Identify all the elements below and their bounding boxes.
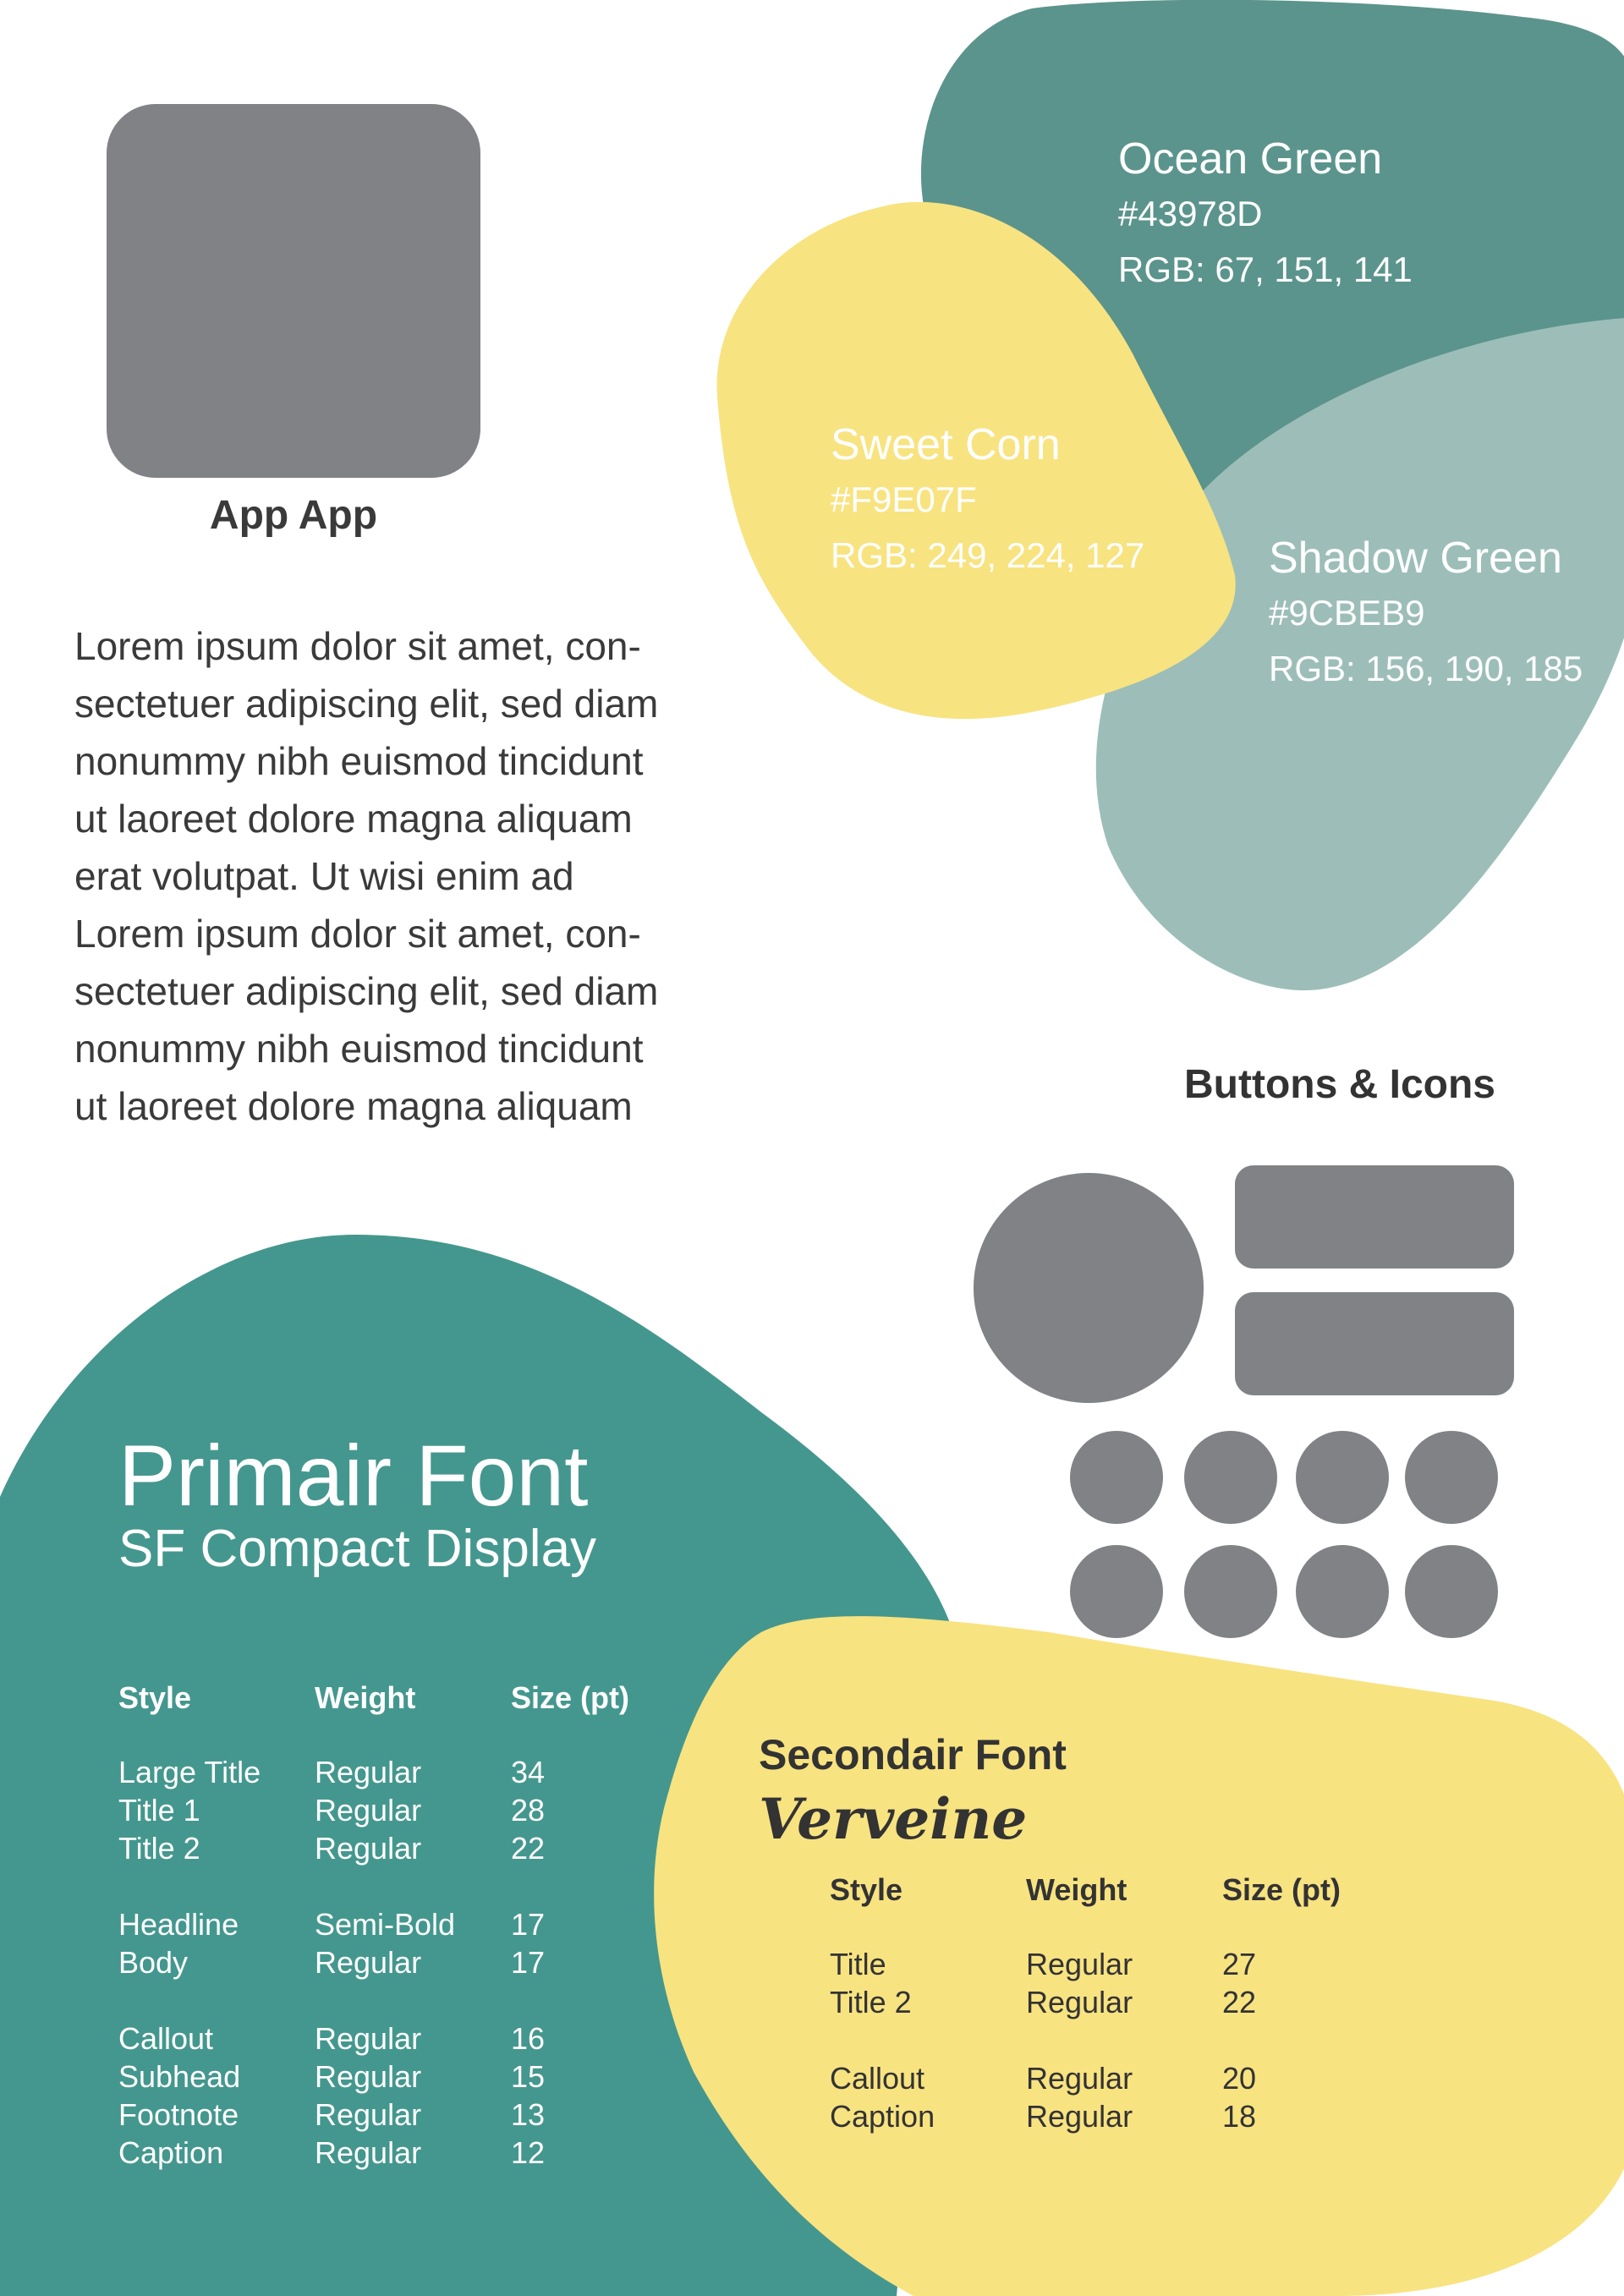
intro-line: erat volutpat. Ut wisi enim ad (74, 854, 574, 898)
intro-line: sectetuer adipiscing elit, sed diam (74, 682, 659, 726)
shadow-green-swatch (1269, 531, 1583, 697)
primary-font-table (118, 1679, 680, 2172)
cell-style: Title 2 (830, 1985, 912, 2019)
cell-size: 27 (1222, 1947, 1257, 1981)
cell-style: Caption (830, 2099, 935, 2134)
cell-size: 34 (511, 1755, 546, 1789)
intro-line: sectetuer adipiscing elit, sed diam (74, 969, 659, 1013)
cell-style: Footnote (118, 2097, 239, 2132)
header-style: Style (830, 1872, 903, 1907)
round-button-placeholder[interactable] (974, 1173, 1204, 1403)
cell-weight: Regular (1026, 2099, 1133, 2134)
swatch-rgb: RGB: 156, 190, 185 (1269, 649, 1583, 688)
intro-line: Lorem ipsum dolor sit amet, con- (74, 624, 641, 668)
swatch-name: Shadow Green (1269, 534, 1562, 583)
table-row (118, 1943, 680, 1981)
table-spacer (118, 1981, 680, 2019)
icon-placeholder[interactable] (1405, 1545, 1498, 1638)
header-size: Size (pt) (511, 1680, 629, 1715)
sweet-corn-swatch (831, 418, 1144, 584)
header-weight: Weight (315, 1680, 416, 1715)
rect-button-placeholder[interactable] (1235, 1292, 1514, 1395)
cell-style: Title (830, 1947, 886, 1981)
cell-style: Title 2 (118, 1831, 200, 1866)
icon-placeholder[interactable] (1184, 1545, 1277, 1638)
swatch-hex: #9CBEB9 (1269, 593, 1425, 633)
swatch-hex: #43978D (1118, 194, 1263, 233)
cell-weight: Regular (1026, 1947, 1133, 1981)
table-row (118, 2058, 680, 2096)
cell-style: Large Title (118, 1755, 261, 1789)
cell-weight: Regular (315, 1755, 422, 1789)
cell-weight: Regular (315, 2097, 422, 2132)
icon-placeholder[interactable] (1296, 1431, 1389, 1524)
header-size: Size (pt) (1222, 1872, 1341, 1907)
cell-size: 20 (1222, 2061, 1257, 2096)
table-header (118, 1679, 680, 1717)
cell-style: Headline (118, 1907, 239, 1942)
cell-style: Title 1 (118, 1793, 200, 1827)
icon-placeholder[interactable] (1184, 1431, 1277, 1524)
swatch-rgb: RGB: 249, 224, 127 (831, 535, 1145, 575)
table-row (118, 2019, 680, 2058)
cell-size: 16 (511, 2021, 546, 2056)
cell-size: 22 (1222, 1985, 1257, 2019)
swatch-hex: #F9E07F (831, 479, 977, 519)
swatch-rgb: RGB: 67, 151, 141 (1118, 249, 1413, 289)
cell-weight: Regular (315, 2059, 422, 2094)
cell-weight: Semi-Bold (315, 1907, 456, 1942)
header-weight: Weight (1026, 1872, 1127, 1907)
icon-placeholder[interactable] (1070, 1545, 1163, 1638)
app-icon-placeholder (107, 104, 480, 478)
intro-line: ut laoreet dolore magna aliquam (74, 797, 633, 841)
table-row (118, 1753, 680, 1791)
rect-button-placeholder[interactable] (1235, 1165, 1514, 1269)
cell-weight: Regular (315, 2021, 422, 2056)
intro-line: ut laoreet dolore magna aliquam (74, 1084, 633, 1128)
cell-size: 15 (511, 2059, 546, 2094)
intro-line: nonummy nibh euismod tincidunt (74, 739, 644, 783)
cell-weight: Regular (1026, 2061, 1133, 2096)
cell-style: Subhead (118, 2059, 241, 2094)
intro-text (74, 617, 802, 1135)
app-name: App App (209, 493, 378, 538)
table-row (118, 2096, 680, 2134)
cell-size: 22 (511, 1831, 546, 1866)
table-row (118, 1791, 680, 1829)
secondary-font-family: Verveine (759, 1786, 1028, 1852)
cell-size: 13 (511, 2097, 546, 2132)
table-row (830, 1945, 1391, 1983)
secondary-font-title: Secondair Font (759, 1731, 1067, 1778)
table-row (118, 1905, 680, 1943)
cell-weight: Regular (1026, 1985, 1133, 2019)
cell-size: 28 (511, 1793, 546, 1827)
cell-weight: Regular (315, 1831, 422, 1866)
table-header (830, 1871, 1391, 1909)
cell-size: 17 (511, 1945, 546, 1980)
icon-placeholder[interactable] (1405, 1431, 1498, 1524)
primary-font-title: Primair Font (118, 1427, 589, 1524)
ocean-green-swatch (1118, 132, 1413, 298)
cell-style: Caption (118, 2135, 224, 2170)
table-row (830, 2059, 1391, 2097)
cell-style: Body (118, 1945, 189, 1980)
cell-size: 17 (511, 1907, 546, 1942)
cell-size: 18 (1222, 2099, 1257, 2134)
table-spacer (830, 2021, 1391, 2059)
table-row (118, 2134, 680, 2172)
secondary-font-table (830, 1871, 1391, 2135)
intro-line: Lorem ipsum dolor sit amet, con- (74, 912, 641, 956)
icon-placeholder[interactable] (1296, 1545, 1389, 1638)
intro-line: nonummy nibh euismod tincidunt (74, 1027, 644, 1071)
cell-weight: Regular (315, 1945, 422, 1980)
swatch-name: Sweet Corn (831, 420, 1061, 469)
swatch-name: Ocean Green (1118, 134, 1383, 184)
table-row (118, 1829, 680, 1867)
header-style: Style (118, 1680, 192, 1715)
buttons-icons-title: Buttons & Icons (1184, 1062, 1495, 1107)
cell-size: 12 (511, 2135, 546, 2170)
table-row (830, 2097, 1391, 2135)
primary-font-family: SF Compact Display (118, 1520, 597, 1578)
cell-weight: Regular (315, 1793, 422, 1827)
cell-style: Callout (118, 2021, 214, 2056)
table-spacer (118, 1867, 680, 1905)
icon-placeholder[interactable] (1070, 1431, 1163, 1524)
cell-weight: Regular (315, 2135, 422, 2170)
table-row (830, 1983, 1391, 2021)
cell-style: Callout (830, 2061, 925, 2096)
